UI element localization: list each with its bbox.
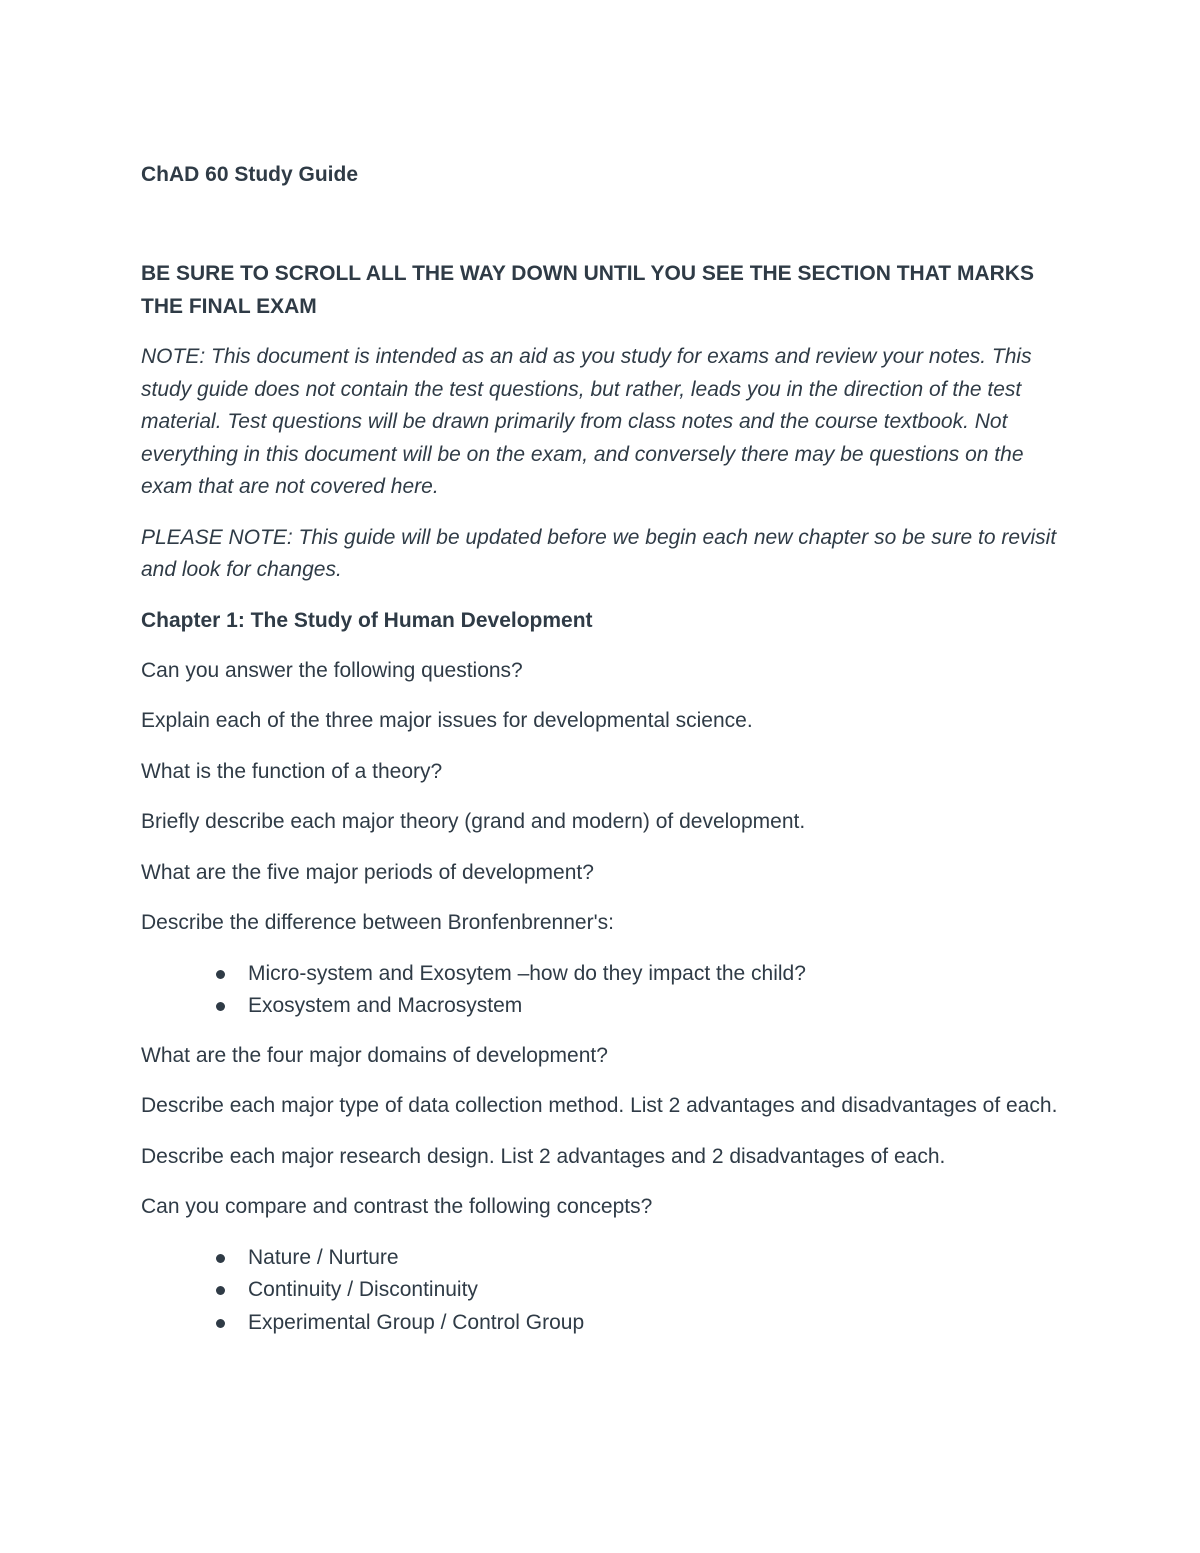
concepts-list [141,1242,1066,1340]
update-note: PLEASE NOTE: This guide will be updated before we begin each new chapter so be sure to revisit and look for changes. [141,525,1057,581]
list-item [141,1274,1066,1307]
list-item [141,958,1066,991]
list-item-text: Nature / Nurture [248,1245,399,1269]
question-item: What are the five major periods of development? [141,860,594,884]
question-item: Describe each major research design. List 2 advantages and 2 disadvantages of each. [141,1144,946,1168]
question-item: Can you compare and contrast the following concepts? [141,1195,653,1218]
chapter-1-intro: Can you answer the following questions? [141,658,523,682]
bullet-icon [216,970,225,979]
list-item-text: Micro-system and Exosytem –how do they impact the child? [248,961,806,985]
document-title: ChAD 60 Study Guide [141,163,359,186]
list-item [141,1242,1066,1275]
chapter-1-heading: Chapter 1: The Study of Human Development [141,608,593,632]
list-item [141,1307,1066,1340]
scroll-notice: BE SURE TO SCROLL ALL THE WAY DOWN UNTIL YOU SEE THE SECTION THAT MARKS THE FINAL EXAM [141,262,1034,318]
bullet-icon [216,1254,225,1263]
question-item: Explain each of the three major issues for developmental science. [141,709,753,732]
question-item: Describe the difference between Bronfenbrenner's: [141,911,614,934]
intro-note: NOTE: This document is intended as an aid as you study for exams and review your notes. This study guide does not contain the test questions, but rather, leads you in the direction of the test material. Test questions will be drawn primarily from class notes and the course textbook. Not everything in this document will be on the exam, and conversely there may be questions on the exam that are not covered here. [141,345,1032,498]
bullet-icon [216,1286,225,1295]
bullet-icon [216,1002,225,1011]
question-item: Describe each major type of data collection method. List 2 advantages and disadvantages of each. [141,1094,1058,1117]
question-item: Briefly describe each major theory (grand and modern) of development. [141,810,806,833]
question-item: What are the four major domains of development? [141,1043,608,1067]
list-item-text: Exosystem and Macrosystem [248,994,523,1017]
bullet-icon [216,1319,225,1328]
list-item-text: Experimental Group / Control Group [248,1310,585,1334]
bronfenbrenner-list [141,958,1066,1023]
document-body [141,258,1066,1356]
list-item [141,990,1066,1023]
question-item: What is the function of a theory? [141,759,443,783]
list-item-text: Continuity / Discontinuity [248,1278,478,1301]
